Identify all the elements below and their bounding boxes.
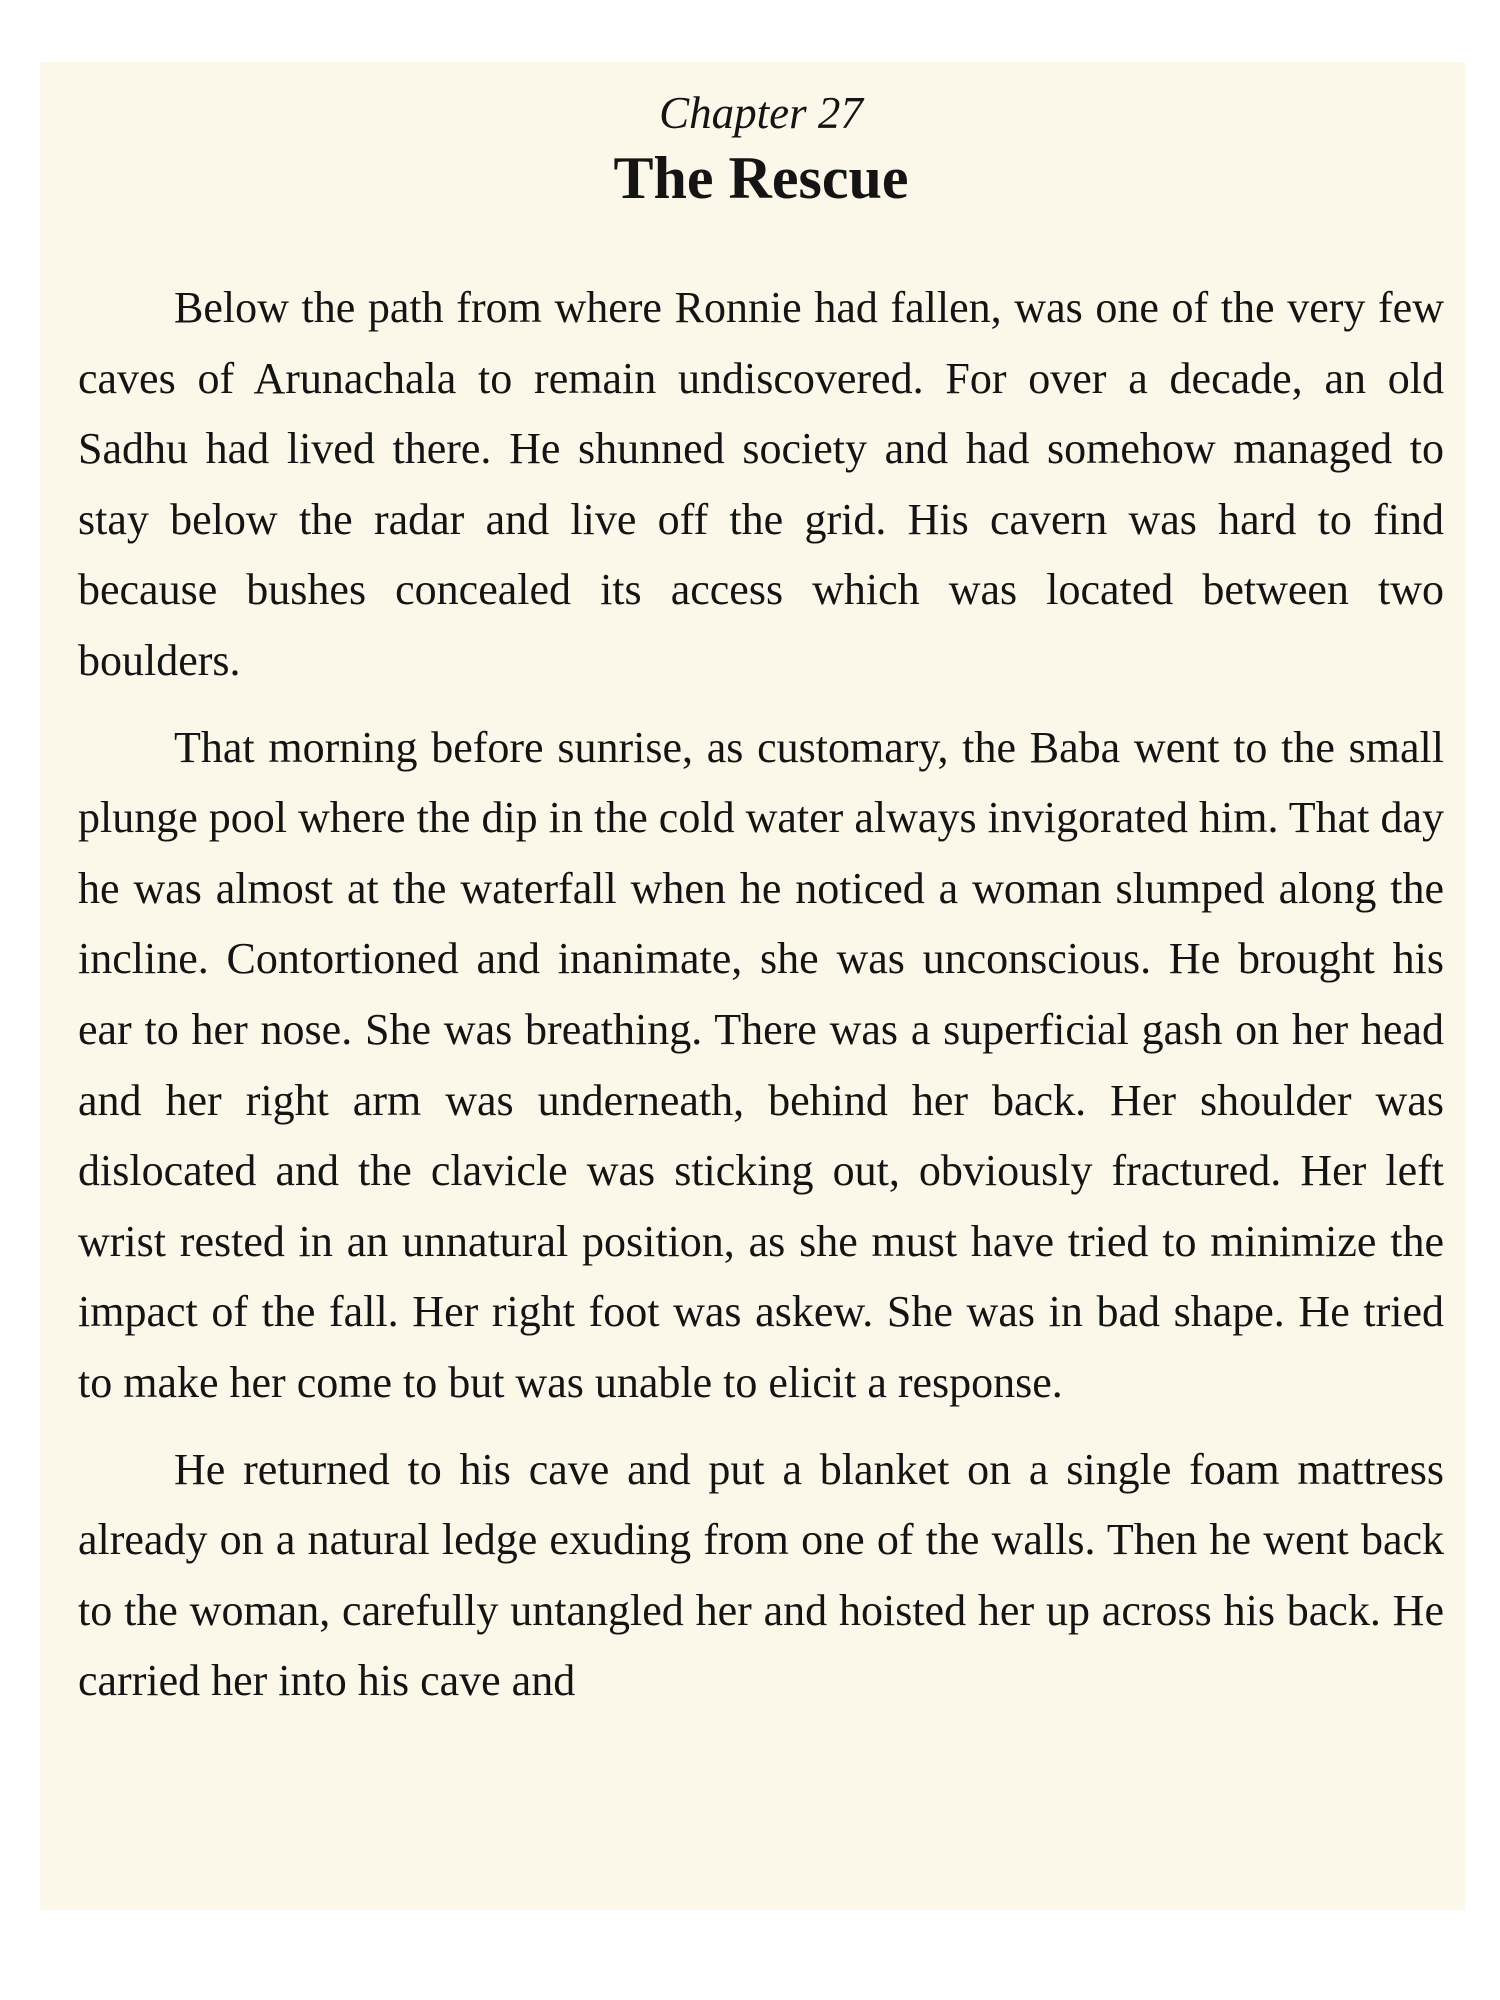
paragraph-3: He returned to his cave and put a blanket on a single foam mattress already on a natural ledge exuding from one of the walls. Then he went back to the woman, carefully untangled her and hoisted her up across his back. He carried her into his cave and [78,1444,1444,1706]
book-page [40,62,1465,1910]
paragraph-2: That morning before sunrise, as customary, the Baba went to the small plunge pool where the dip in the cold water always invigorated him. That day he was almost at the waterfall when he noticed a woman slumped along the incline. Contortioned and inanimate, she was unconscious. He brought his ear to her nose. She was breathing. There was a superficial gash on her head and her right arm was underneath, behind her back. Her shoulder was dislocated and the clavicle was sticking out, obviously fractured. Her left wrist rested in an unnatural position, as she must have tried to minimize the impact of the fall. Her right foot was askew. She was in bad shape. He tried to make her come to but was unable to elicit a response. [78,722,1444,1407]
page-content [78,87,1444,1717]
paragraph-1: Below the path from where Ronnie had fallen, was one of the very few caves of Arunachala to remain undiscovered. For over a decade, an old Sadhu had lived there. He shunned society and had somehow managed to stay below the radar and live off the grid. His cavern was hard to find because bushes concealed its access which was located between two boulders. [78,283,1444,685]
chapter-number: Chapter 27 [659,88,863,138]
chapter-title: The Rescue [613,145,909,211]
